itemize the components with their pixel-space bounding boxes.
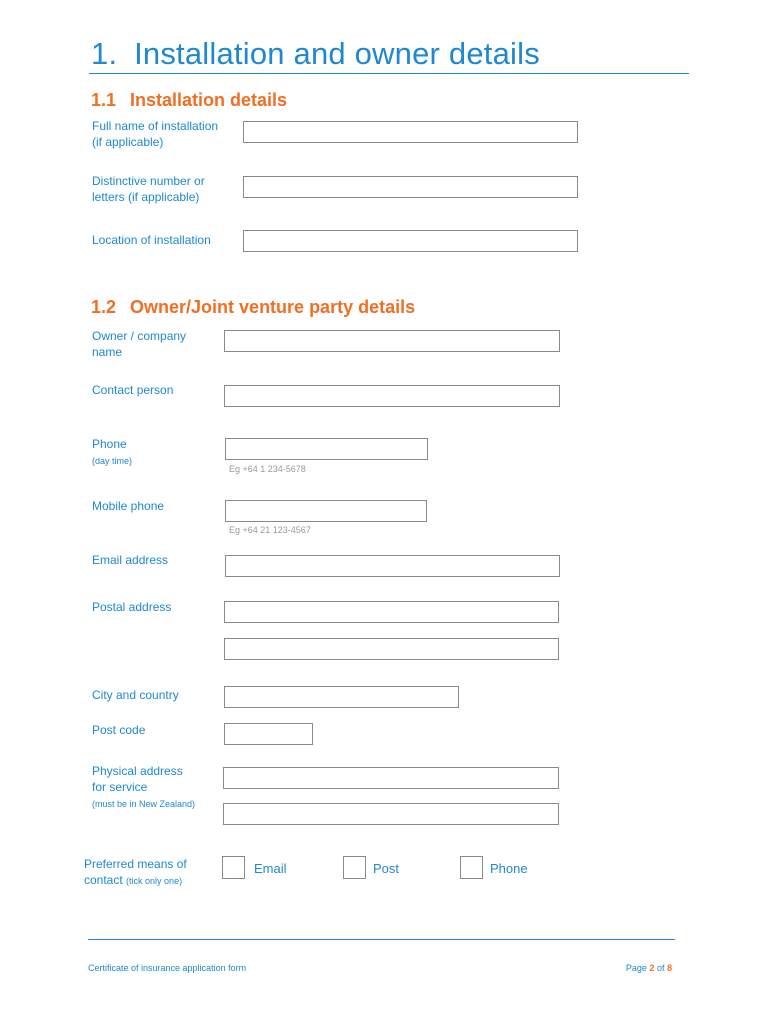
page-total: 8 [666, 963, 672, 973]
page-title [91, 36, 540, 72]
section-number: 1. [91, 36, 118, 71]
physical-label-line2: for service [92, 780, 148, 794]
email-checkbox[interactable] [222, 856, 245, 879]
email-label: Email address [92, 553, 169, 567]
owner-heading-number: 1.2 [91, 297, 117, 317]
phone-option-label: Phone [490, 861, 528, 876]
city-label: City and country [92, 688, 179, 702]
preferred-sublabel: (tick only one) [126, 876, 183, 886]
postal-address-line1-input[interactable] [224, 601, 559, 623]
section-title: Installation and owner details [134, 36, 540, 71]
mobile-label: Mobile phone [92, 499, 165, 513]
installation-heading [91, 90, 287, 111]
postal-label: Postal address [92, 600, 172, 614]
company-label-line2: name [92, 345, 123, 359]
footer-form-name: Certificate of insurance application form [88, 963, 247, 973]
postcode-input[interactable] [224, 723, 313, 745]
installation-full-name-input[interactable] [243, 121, 578, 143]
page-indicator [626, 963, 672, 973]
physical-label [92, 763, 183, 795]
contact-person-label: Contact person [92, 383, 174, 397]
physical-address-line2-input[interactable] [223, 803, 559, 825]
owner-heading-text: Owner/Joint venture party details [130, 297, 416, 317]
postal-address-line2-input[interactable] [224, 638, 559, 660]
installation-heading-text: Installation details [130, 90, 288, 110]
preferred-label-line2 [84, 872, 187, 889]
distinctive-label-line2: letters (if applicable) [92, 190, 200, 204]
company-label-line1: Owner / company [92, 329, 187, 343]
full-name-label-line1: Full name of installation [92, 119, 219, 133]
page-word: Page [625, 963, 647, 973]
installation-location-input[interactable] [243, 230, 578, 252]
physical-label-line1: Physical address [92, 764, 183, 778]
full-name-label-line2: (if applicable) [92, 135, 164, 149]
contact-person-input[interactable] [224, 385, 560, 407]
phone-sublabel: (day time) [92, 456, 133, 466]
company-label [92, 328, 186, 360]
city-country-input[interactable] [224, 686, 459, 708]
full-name-label [92, 118, 218, 150]
preferred-label-line1: Preferred means of [84, 857, 187, 871]
postcode-label: Post code [92, 723, 146, 737]
location-label: Location of installation [92, 233, 211, 247]
email-option-label: Email [254, 861, 287, 876]
distinctive-number-input[interactable] [243, 176, 578, 198]
mobile-input[interactable] [225, 500, 427, 522]
page-current: 2 [649, 963, 655, 973]
email-input[interactable] [225, 555, 560, 577]
distinctive-label-line1: Distinctive number or [92, 174, 205, 188]
page-of: of [656, 963, 665, 973]
owner-heading [91, 297, 415, 318]
phone-label: Phone [92, 437, 127, 451]
title-divider [89, 73, 689, 74]
post-option-label: Post [373, 861, 400, 876]
preferred-contact-label [84, 856, 187, 889]
distinctive-label [92, 173, 205, 205]
installation-heading-number: 1.1 [91, 90, 117, 110]
company-name-input[interactable] [224, 330, 560, 352]
footer-divider [88, 939, 675, 940]
phone-hint: Eg +64 1 234-5678 [229, 464, 306, 474]
physical-sublabel: (must be in New Zealand) [92, 799, 196, 809]
phone-checkbox[interactable] [460, 856, 483, 879]
mobile-hint: Eg +64 21 123-4567 [229, 525, 311, 535]
post-checkbox[interactable] [343, 856, 366, 879]
preferred-label-contact: contact [84, 873, 123, 887]
phone-input[interactable] [225, 438, 428, 460]
physical-address-line1-input[interactable] [223, 767, 559, 789]
